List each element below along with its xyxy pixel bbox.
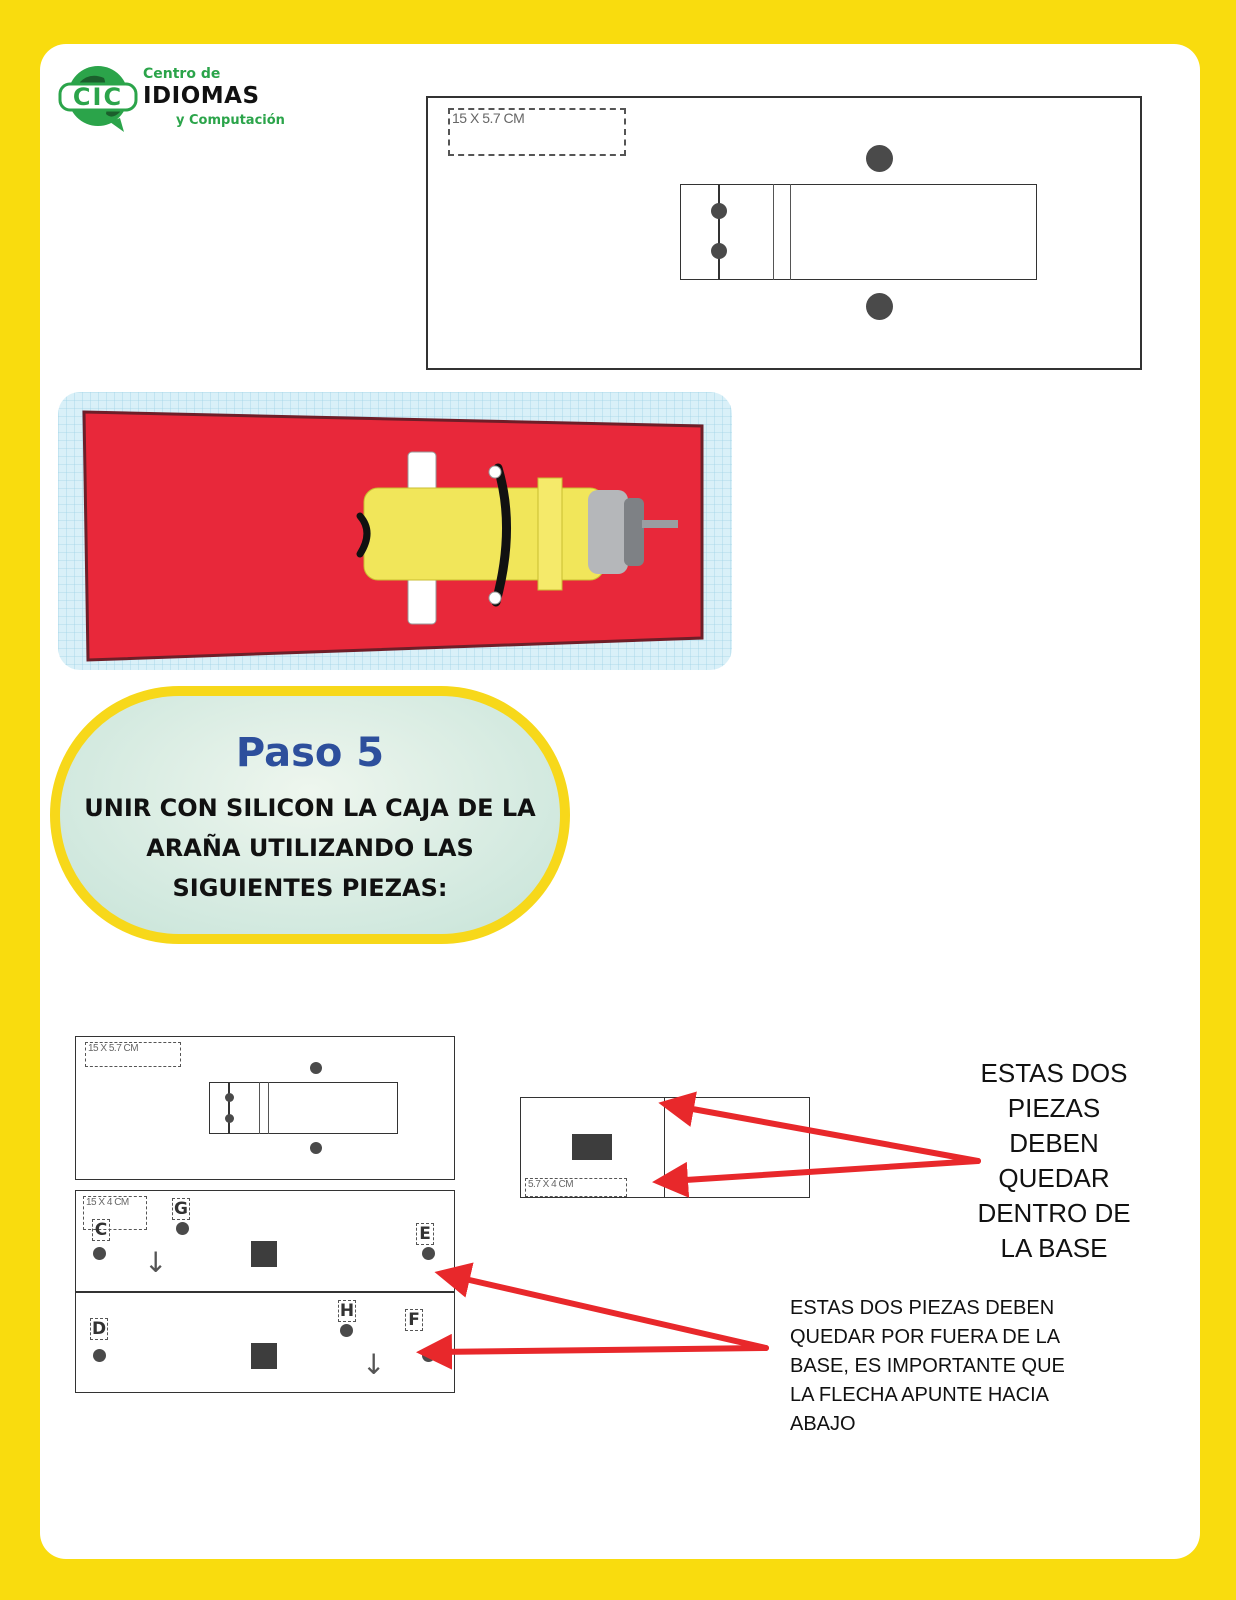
logo-line-idiomas: IDIOMAS xyxy=(143,83,260,109)
square-slot-2 xyxy=(251,1343,277,1369)
step-instructions: UNIR CON SILICON LA CAJA DE LA ARAÑA UTILIZANDO LAS SIGUIENTES PIEZAS: xyxy=(84,794,536,902)
hole-h xyxy=(340,1324,353,1337)
base-motor-line xyxy=(228,1082,230,1134)
base-size-label: 15 X 5.7 CM xyxy=(85,1042,181,1067)
top-screw-hole-1 xyxy=(711,203,727,219)
base-hole-upper xyxy=(310,1062,322,1074)
base-screw-hole-1 xyxy=(225,1093,234,1102)
label-f: F xyxy=(405,1309,423,1331)
top-size-label: 15 X 5.7 CM xyxy=(448,108,626,156)
label-d: D xyxy=(91,1319,107,1339)
hole-f xyxy=(422,1349,435,1362)
step-title: Paso 5 xyxy=(235,730,385,776)
top-hole-upper xyxy=(866,145,893,172)
top-motor-line xyxy=(718,184,720,280)
label-h: H xyxy=(339,1301,355,1321)
base-motor-outline xyxy=(209,1082,398,1134)
down-arrow-1: ↓ xyxy=(144,1246,168,1279)
step-callout xyxy=(50,686,570,944)
label-e: E xyxy=(416,1223,434,1245)
hole-e xyxy=(422,1247,435,1260)
hole-d xyxy=(93,1349,106,1362)
side-size-label: 15 X 4 CM xyxy=(83,1196,147,1230)
top-hole-lower xyxy=(866,293,893,320)
hole-g xyxy=(176,1222,189,1235)
hole-c xyxy=(93,1247,106,1260)
base-screw-hole-2 xyxy=(225,1114,234,1123)
square-slot-1 xyxy=(251,1241,277,1267)
base-hole-lower xyxy=(310,1142,322,1154)
label-c: C xyxy=(92,1219,110,1241)
3d-model-render xyxy=(58,392,732,670)
base-motor-band xyxy=(259,1082,269,1134)
logo-line-centro: Centro de xyxy=(143,66,221,82)
top-motor-outline xyxy=(680,184,1037,280)
note-outside-base: ESTAS DOS PIEZAS DEBEN QUEDAR POR FUERA DE LA BASE, ES IMPORTANTE QUE LA FLECHA APUNTE HACIA ABAJO xyxy=(790,1297,1065,1435)
end-piece-2 xyxy=(664,1097,810,1198)
logo-line-computacion: y Computación xyxy=(176,113,285,128)
logo-badge: CIC xyxy=(72,83,124,111)
end-piece-slot xyxy=(572,1134,612,1160)
down-arrow-2: ↓ xyxy=(362,1348,386,1381)
end-size-label: 5.7 X 4 CM xyxy=(525,1178,627,1197)
top-motor-band xyxy=(773,184,791,280)
note-inside-base: ESTAS DOS PIEZAS DEBEN QUEDAR DENTRO DE LA BASE xyxy=(977,1058,1131,1263)
top-screw-hole-2 xyxy=(711,243,727,259)
label-g: G xyxy=(172,1198,190,1220)
